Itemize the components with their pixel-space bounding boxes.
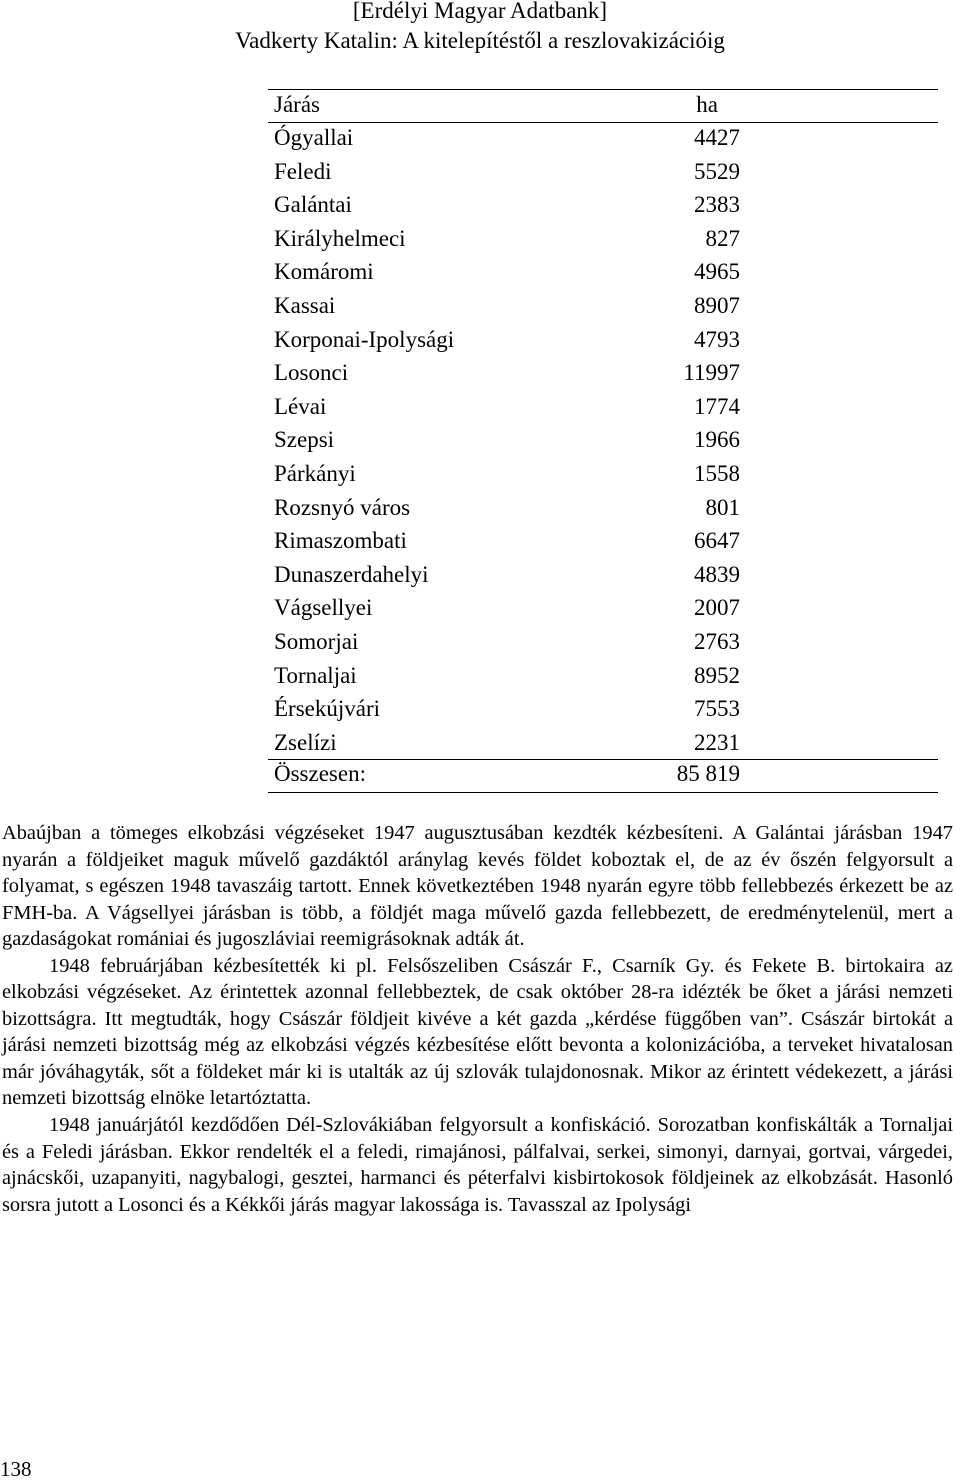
- district-hectares: 1558: [694, 461, 740, 486]
- district-hectares: 827: [705, 225, 740, 251]
- district-hectares: 4965: [694, 259, 740, 285]
- district-name: Korponai-Ipolysági: [274, 326, 455, 352]
- table-row: [274, 222, 740, 255]
- table-row: [274, 155, 740, 188]
- district-name: Galántai: [274, 192, 352, 218]
- table-row: [274, 558, 740, 591]
- district-name: Somorjai: [274, 629, 359, 654]
- district-hectares: 4839: [694, 561, 740, 587]
- district-hectares: 2231: [694, 729, 740, 755]
- district-name: Lévai: [274, 393, 327, 419]
- district-name: Feledi: [274, 158, 332, 184]
- table-row: [274, 491, 740, 524]
- paragraph: Abaújban a tömeges elkobzási végzéseket 1947 augusztusában kezdték kézbesíteni. A Galántai járásban 1947 nyarán a földjeiket maguk művelő gazdáktól aránylag kevés földet koboztak el, de az év őszén felgyorsult a folyamat, s egészen 1948 tavaszáig tartott. Ennek következtében 1948 nyarán egyre több fellebbezés érkezett be az FMH-ba. A Vágsellyei járásban is több, a földjét maga művelő gazda fellebbezett, de eredménytelenül, mert a gazdaságokat romániai és jugoszláviai reemigrásoknak adták át.: [2, 822, 953, 951]
- district-hectares: 6647: [694, 528, 740, 554]
- table-row: [274, 188, 740, 221]
- table-row: [274, 726, 740, 759]
- district-name: Királyhelmeci: [274, 225, 406, 251]
- district-name: Zselízi: [274, 729, 337, 755]
- body-text: [2, 820, 953, 1218]
- district-hectares: 7553: [694, 696, 740, 722]
- column-header-hectares: ha: [696, 92, 718, 117]
- district-hectares: 801: [705, 494, 740, 520]
- district-name: Dunaszerdahelyi: [274, 561, 429, 587]
- district-hectares: 2007: [694, 595, 740, 621]
- table-row: [274, 591, 740, 624]
- district-name: Rimaszombati: [274, 528, 407, 554]
- total-label: Összesen:: [274, 761, 366, 786]
- paragraph: 1948 januárjától kezdődően Dél-Szlovákiában felgyorsult a konfiskáció. Sorozatban konfiskálták a Tornaljai és a Feledi járásban. Ekkor rendelték el a feledi, rimajánosi, pálfalvai, serkei, simonyi, darnyai, gortvai, várgedei, ajnácskői, uzapanyiti, nagybalogi, gesztei, harmanci és péterfalvi kisbirtokosok földjeinek az elkobzását. Hasonló sorsra jutott a Losonci és a Kékkői járás magyar lakossága is. Tavasszal az Ipolysági: [2, 1114, 953, 1216]
- table-bottom-rule: [268, 792, 938, 793]
- total-value: 85 819: [676, 761, 740, 786]
- table-header-row: [274, 88, 740, 121]
- district-hectares: 5529: [694, 158, 740, 184]
- table-row: [274, 121, 740, 154]
- table-total-row: [274, 757, 740, 790]
- running-title: Vadkerty Katalin: A kitelepítéstől a reszlovakizációig: [235, 28, 725, 53]
- district-name: Szepsi: [274, 427, 335, 453]
- district-name: Tornaljai: [274, 662, 357, 688]
- table-row: [274, 524, 740, 557]
- district-name: Vágsellyei: [274, 595, 373, 621]
- source-label: [Erdélyi Magyar Adatbank]: [352, 0, 608, 23]
- district-hectares: 4427: [694, 125, 740, 150]
- table-row: [274, 625, 740, 658]
- district-hectares: 11997: [683, 360, 740, 386]
- district-hectares: 8952: [694, 662, 740, 688]
- district-hectares: 1966: [694, 427, 740, 453]
- district-hectares: 4793: [694, 326, 740, 352]
- district-name: Párkányi: [274, 461, 356, 486]
- district-hectares: 2383: [694, 192, 740, 218]
- table-row: [274, 692, 740, 725]
- district-hectares: 2763: [694, 629, 740, 654]
- district-name: Komáromi: [274, 259, 374, 285]
- district-hectares: 1774: [694, 393, 740, 419]
- table-row: [274, 356, 740, 389]
- district-name: Losonci: [274, 360, 349, 386]
- column-header-district: Járás: [274, 92, 320, 117]
- paragraph: 1948 februárjában kézbesítették ki pl. Felsőszeliben Császár F., Csarník Gy. és Fekete B. birtokaira az elkobzási végzéseket. Az érintettek azonnal fellebbeztek, de csak október 28-ra idézték be őket a járási nemzeti bizottságra. Itt megtudták, hogy Császár földjeit kivéve a két gazda „kérdése függőben van”. Császár birtokát a járási nemzeti bizottság még az elkobzási végzés kézbesítése előtt bevonta a kolonizációba, a terveket hivatalosan már jóváhagyták, sőt a földeket már ki is utalták az új szlovák tulajdonosnak. Mikor az érintett védekezett, a járási nemzeti bizottság elnöke letartóztatta.: [2, 954, 953, 1110]
- page-number: 138: [0, 1457, 32, 1481]
- table-row: [274, 457, 740, 490]
- district-name: Kassai: [274, 293, 336, 318]
- table-row: [274, 423, 740, 456]
- district-name: Ógyallai: [274, 125, 354, 150]
- district-name: Rozsnyó város: [274, 494, 411, 520]
- district-name: Érsekújvári: [274, 696, 381, 722]
- table-row: [274, 659, 740, 692]
- table-row: [274, 390, 740, 423]
- table-row: [274, 255, 740, 288]
- table-row: [274, 289, 740, 322]
- table-row: [274, 323, 740, 356]
- district-hectares: 8907: [694, 293, 740, 318]
